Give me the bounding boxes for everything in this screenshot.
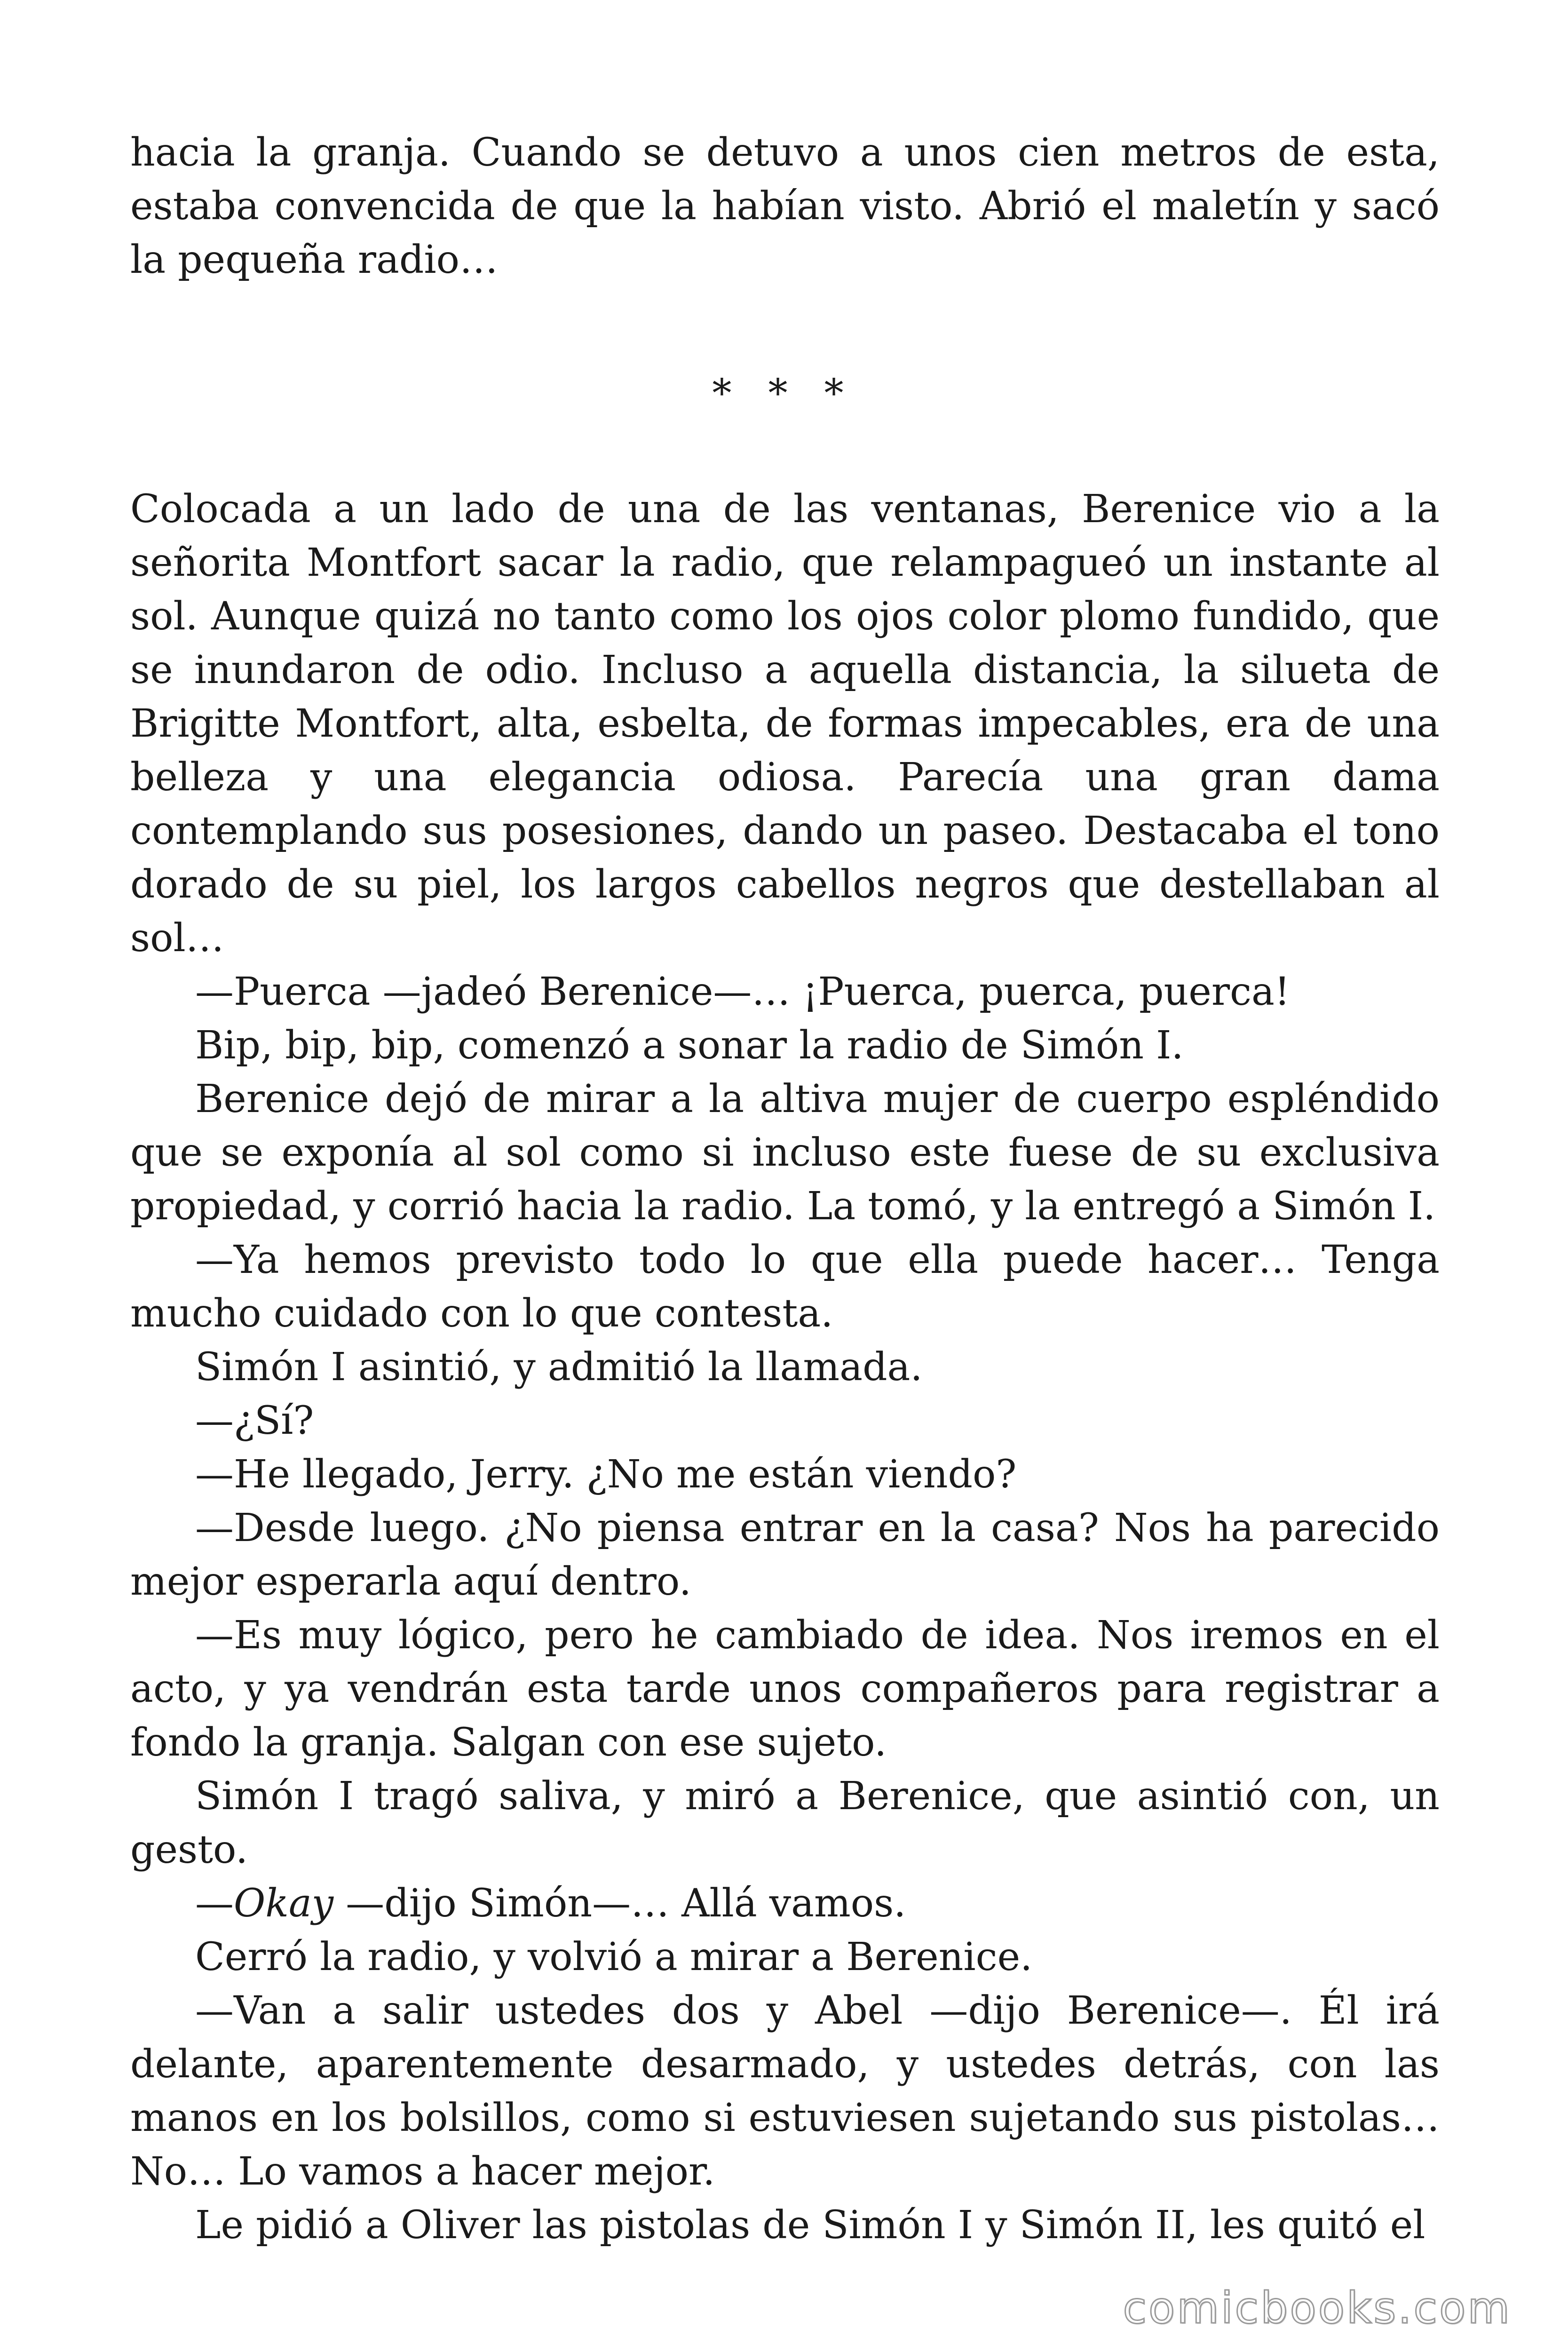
italic-word: Okay <box>234 1881 334 1926</box>
paragraph: Simón I tragó saliva, y miró a Berenice, que asintió con, un gesto. <box>130 1774 1440 1872</box>
dialogue-rest: —dijo Simón—… Allá vamos. <box>333 1881 906 1926</box>
paragraph: Bip, bip, bip, comenzó a sonar la radio de Simón I. <box>195 1023 1184 1068</box>
dialogue-paragraph: —Es muy lógico, pero he cambiado de idea. Nos iremos en el acto, y ya vendrán esta tarde unos compañeros para registrar a fondo la granja. Salgan con ese sujeto. <box>130 1613 1440 1765</box>
paragraph: Le pidió a Oliver las pistolas de Simón I y Simón II, les quitó el <box>195 2203 1425 2248</box>
paragraph: Berenice dejó de mirar a la altiva mujer de cuerpo espléndido que se exponía al sol como si incluso este fuese de su exclusiva propiedad, y corrió hacia la radio. La tomó, y la entregó a Simón I. <box>130 1077 1440 1229</box>
watermark-logo: comicbooks.com <box>1123 2283 1512 2333</box>
dialogue-paragraph-okay <box>130 1877 1440 1931</box>
dialogue-paragraph: —¿Sí? <box>195 1398 314 1443</box>
dialogue-dash: — <box>195 1881 234 1926</box>
dialogue-paragraph: —He llegado, Jerry. ¿No me están viendo? <box>195 1452 1017 1497</box>
scene-break: * * * <box>712 371 856 416</box>
paragraph: Simón I asintió, y admitió la llamada. <box>195 1345 923 1390</box>
dialogue-paragraph: —Desde luego. ¿No piensa entrar en la casa? Nos ha parecido mejor esperarla aquí dentro. <box>130 1506 1440 1604</box>
main-text <box>130 483 1440 2252</box>
dialogue-paragraph: —Puerca —jadeó Berenice—… ¡Puerca, puerca, puerca! <box>195 969 1290 1014</box>
opening-text <box>130 126 1440 287</box>
dialogue-paragraph: —Ya hemos previsto todo lo que ella puede hacer… Tenga mucho cuidado con lo que contesta. <box>130 1238 1440 1336</box>
paragraph: Colocada a un lado de una de las ventanas, Berenice vio a la señorita Montfort sacar la radio, que relampagueó un instante al sol. Aunque quizá no tanto como los ojos color plomo fundido, que se inundaron de odio. Incluso a aquella distancia, la silueta de Brigitte Montfort, alta, esbelta, de formas impecables, era de una belleza y una elegancia odiosa. Parecía una gran dama contemplando sus posesiones, dando un paseo. Destacaba el tono dorado de su piel, los largos cabellos negros que destellaban al sol… <box>130 487 1440 961</box>
paragraph: Cerró la radio, y volvió a mirar a Berenice. <box>195 1935 1033 1979</box>
dialogue-paragraph: —Van a salir ustedes dos y Abel —dijo Berenice—. Él irá delante, aparentemente desarmado, y ustedes detrás, con las manos en los bolsillos, como si estuviesen sujetando sus pistolas… No… Lo vamos a hacer mejor. <box>130 1988 1440 2194</box>
paragraph: hacia la granja. Cuando se detuvo a unos cien metros de esta, estaba convencida de que la habían visto. Abrió el maletín y sacó la pequeña radio… <box>130 130 1440 282</box>
